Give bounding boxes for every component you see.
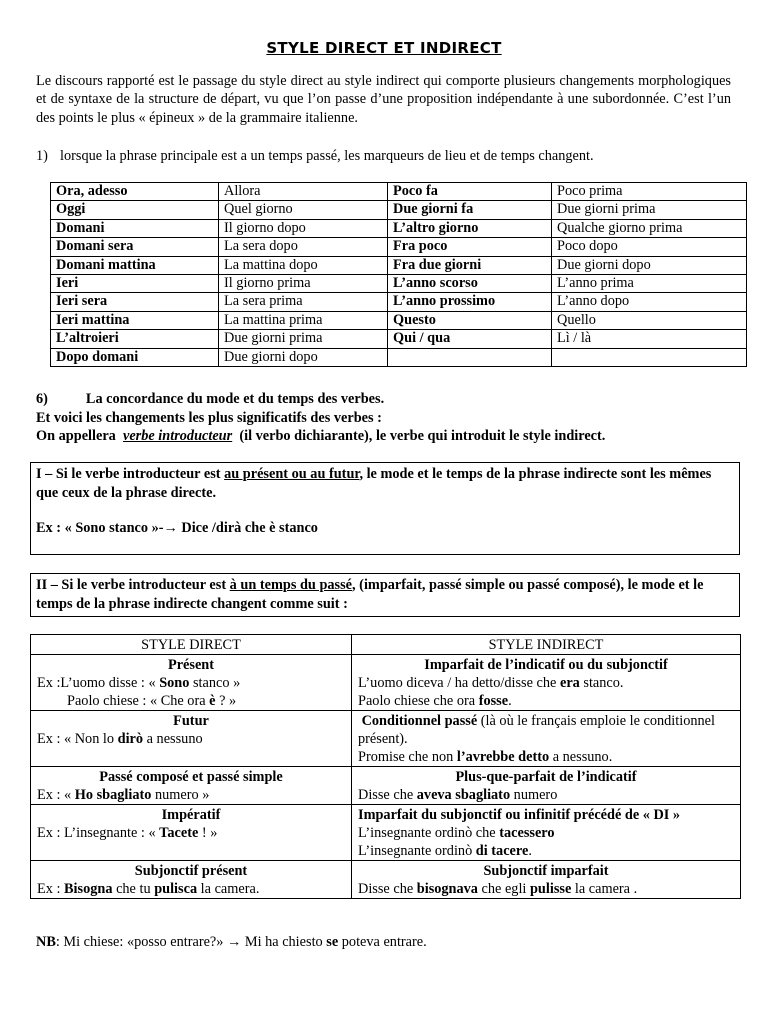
cell-title: Subjonctif présent bbox=[134, 863, 248, 879]
text: a nessuno. bbox=[552, 749, 613, 765]
table-cell: Poco dopo bbox=[552, 238, 747, 256]
indirect-cell bbox=[352, 711, 741, 767]
cell-title: Conditionnel passé bbox=[361, 713, 478, 729]
table-cell: Lì / là bbox=[552, 330, 747, 348]
table-cell: La sera dopo bbox=[219, 238, 388, 256]
indirect-cell bbox=[352, 767, 741, 805]
table-row bbox=[51, 330, 747, 348]
direct-cell bbox=[31, 655, 352, 711]
direct-cell bbox=[31, 805, 352, 861]
box2-text-b: , (imparfait, passé simple ou passé composé), le mode et le temps de la phrase indirecte changent comme suit : bbox=[36, 577, 704, 612]
table-row bbox=[51, 183, 747, 201]
nb-note bbox=[36, 933, 756, 951]
cell-title: Plus-que-parfait de l’indicatif bbox=[455, 769, 637, 785]
text: stanco. bbox=[583, 675, 624, 691]
table-cell: Il giorno prima bbox=[219, 274, 388, 292]
cell-title: Imparfait du subjonctif ou infinitif précédé de « DI » bbox=[358, 807, 681, 823]
text: Paolo chiese : « Che ora bbox=[67, 693, 206, 709]
table-cell: Fra due giorni bbox=[388, 256, 552, 274]
text: la camera. bbox=[200, 881, 260, 897]
text: Paolo chiese che ora bbox=[358, 693, 476, 709]
text: numero » bbox=[154, 787, 210, 803]
text: Tacete bbox=[159, 825, 199, 841]
table-cell: Il giorno dopo bbox=[219, 219, 388, 237]
text: Disse che bbox=[358, 787, 414, 803]
table-cell: Quel giorno bbox=[219, 201, 388, 219]
nb-text-b: se bbox=[326, 934, 339, 950]
box1-text-b: , le mode et le temps de la phrase indirecte sont les mêmes que ceux de la phrase directe. bbox=[36, 466, 712, 501]
table-cell: Questo bbox=[388, 311, 552, 329]
table-cell: Poco prima bbox=[552, 183, 747, 201]
table-row bbox=[51, 238, 747, 256]
cell-title: Passé composé et passé simple bbox=[99, 769, 283, 785]
table-cell: La mattina prima bbox=[219, 311, 388, 329]
page-title: STYLE DIRECT ET INDIRECT bbox=[266, 39, 502, 57]
table-cell: L’anno dopo bbox=[552, 293, 747, 311]
table-row bbox=[51, 219, 747, 237]
text: Bisogna bbox=[64, 881, 113, 897]
table-cell: Domani bbox=[51, 219, 219, 237]
box1-example-indirect: Dice /dirà che è stanco bbox=[181, 520, 318, 536]
direct-cell bbox=[31, 711, 352, 767]
time-place-markers-table bbox=[50, 182, 747, 367]
table-row bbox=[51, 256, 747, 274]
table-cell: Fra poco bbox=[388, 238, 552, 256]
table-cell: Dopo domani bbox=[51, 348, 219, 366]
concordance-heading: La concordance du mode et du temps des verbes. bbox=[85, 391, 385, 407]
text: L’insegnante ordinò che bbox=[358, 825, 496, 841]
table-row bbox=[31, 635, 741, 655]
text: di tacere bbox=[475, 843, 529, 859]
cell-title: Subjonctif imparfait bbox=[483, 863, 609, 879]
table-cell: Ieri mattina bbox=[51, 311, 219, 329]
table-cell: Due giorni dopo bbox=[219, 348, 388, 366]
text: era bbox=[559, 675, 580, 691]
table-row bbox=[51, 201, 747, 219]
table-cell bbox=[552, 348, 747, 366]
table-cell: Allora bbox=[219, 183, 388, 201]
concordance-line-2: Et voici les changements les plus significatifs des verbes : bbox=[36, 409, 382, 426]
rule-1-text: lorsque la phrase principale est a un temps passé, les marqueurs de lieu et de temps changent. bbox=[60, 148, 594, 164]
table-cell: L’anno prossimo bbox=[388, 293, 552, 311]
text: L’insegnante ordinò bbox=[358, 843, 476, 859]
direct-cell bbox=[31, 861, 352, 899]
text: Ex : L’insegnante : « bbox=[37, 825, 156, 841]
text: Ex : bbox=[37, 881, 61, 897]
table-row bbox=[31, 767, 741, 805]
text: pulisse bbox=[529, 881, 572, 897]
intro-paragraph: Le discours rapporté est le passage du style direct au style indirect qui comporte plusieurs changements morphologiques et de syntaxe de la structure de départ, vu que l’on passe d’une proposition indépendante à une subordonnée. C’est l’un des points le plus « épineux » de la grammaire italienne. bbox=[36, 73, 731, 126]
rule-1 bbox=[36, 147, 736, 165]
text: che egli bbox=[481, 881, 527, 897]
cell-title: Impératif bbox=[161, 807, 221, 823]
table-row bbox=[51, 311, 747, 329]
text: L’uomo diceva / ha detto/disse che bbox=[358, 675, 557, 691]
indirect-cell bbox=[352, 861, 741, 899]
table-cell: Ora, adesso bbox=[51, 183, 219, 201]
text: è bbox=[209, 693, 216, 709]
cell-title: Présent bbox=[167, 657, 215, 673]
cell-title: Imparfait de l’indicatif ou du subjonctif bbox=[424, 657, 668, 673]
text: a nessuno bbox=[146, 731, 203, 747]
box1-text-a: I – Si le verbe introducteur est bbox=[36, 466, 221, 482]
table-cell: Due giorni dopo bbox=[552, 256, 747, 274]
table-cell: Oggi bbox=[51, 201, 219, 219]
text: Ho sbagliato bbox=[74, 787, 152, 803]
box1-underlined: au présent ou au futur bbox=[224, 466, 360, 482]
table-row bbox=[31, 655, 741, 711]
table-row bbox=[51, 293, 747, 311]
direct-cell bbox=[31, 767, 352, 805]
table-cell: L’altroieri bbox=[51, 330, 219, 348]
table-cell: La sera prima bbox=[219, 293, 388, 311]
text: ? » bbox=[219, 693, 237, 709]
table-row bbox=[31, 711, 741, 767]
text: aveva sbagliato bbox=[416, 787, 511, 803]
nb-text-c: poteva entrare. bbox=[341, 934, 427, 950]
text: l’avrebbe detto bbox=[456, 749, 550, 765]
concordance-number: 6) bbox=[36, 391, 48, 407]
text: . bbox=[508, 693, 512, 709]
text: che tu bbox=[116, 881, 151, 897]
table-cell: Due giorni fa bbox=[388, 201, 552, 219]
text: la camera . bbox=[574, 881, 638, 897]
rule-past-box bbox=[30, 573, 740, 617]
text: tacessero bbox=[499, 825, 555, 841]
table-cell: Domani mattina bbox=[51, 256, 219, 274]
box2-underlined: à un temps du passé bbox=[229, 577, 353, 593]
table-cell: Quello bbox=[552, 311, 747, 329]
text: Ex : « Non lo bbox=[37, 731, 115, 747]
table-cell: Poco fa bbox=[388, 183, 552, 201]
table-cell bbox=[388, 348, 552, 366]
text: pulisca bbox=[154, 881, 198, 897]
table-cell: L’anno scorso bbox=[388, 274, 552, 292]
text: dirò bbox=[117, 731, 144, 747]
table-cell: Domani sera bbox=[51, 238, 219, 256]
text: Promise che non bbox=[358, 749, 454, 765]
box1-example-direct: Ex : « Sono stanco »- bbox=[36, 520, 164, 536]
table-cell: La mattina dopo bbox=[219, 256, 388, 274]
text: fosse bbox=[478, 693, 509, 709]
rule-present-future-box bbox=[30, 462, 740, 555]
text: Ex :L’uomo disse : « bbox=[37, 675, 156, 691]
box2-text-a: II – Si le verbe introducteur est bbox=[36, 577, 227, 593]
arrow-icon: → bbox=[163, 520, 178, 536]
text: Ex : « bbox=[37, 787, 72, 803]
table-cell: Due giorni prima bbox=[552, 201, 747, 219]
table-cell: Qualche giorno prima bbox=[552, 219, 747, 237]
table-row bbox=[31, 861, 741, 899]
nb-text-a: : Mi chiese: «posso entrare?» → Mi ha chiesto bbox=[55, 934, 323, 950]
table-row bbox=[51, 348, 747, 366]
concordance-line-3-end: (il verbo dichiarante), le verbe qui introduit le style indirect. bbox=[239, 428, 606, 444]
nb-label: NB bbox=[36, 934, 56, 950]
table-cell: Ieri sera bbox=[51, 293, 219, 311]
text: bisognava bbox=[416, 881, 478, 897]
indirect-cell bbox=[352, 655, 741, 711]
text: ! » bbox=[201, 825, 218, 841]
text: stanco » bbox=[192, 675, 241, 691]
table-cell: Ieri bbox=[51, 274, 219, 292]
verbe-introducteur-term: verbe introducteur bbox=[122, 428, 233, 444]
cell-title: Futur bbox=[173, 713, 209, 729]
table-cell: L’anno prima bbox=[552, 274, 747, 292]
table-cell: L’altro giorno bbox=[388, 219, 552, 237]
direct-indirect-table bbox=[30, 634, 741, 899]
table-row bbox=[31, 805, 741, 861]
header-direct: STYLE DIRECT bbox=[31, 635, 352, 655]
indirect-cell bbox=[352, 805, 741, 861]
header-indirect: STYLE INDIRECT bbox=[352, 635, 741, 655]
concordance-section bbox=[36, 390, 756, 446]
rule-1-number: 1) bbox=[36, 148, 48, 164]
table-cell: Due giorni prima bbox=[219, 330, 388, 348]
text: Sono bbox=[159, 675, 190, 691]
text: numero bbox=[513, 787, 558, 803]
text: . bbox=[528, 843, 532, 859]
table-cell: Qui / qua bbox=[388, 330, 552, 348]
text: Disse che bbox=[358, 881, 414, 897]
text: (là où le français emploie le conditionnel présent). bbox=[358, 713, 715, 747]
concordance-line-3-start: On appellera bbox=[36, 428, 116, 444]
table-row bbox=[51, 274, 747, 292]
